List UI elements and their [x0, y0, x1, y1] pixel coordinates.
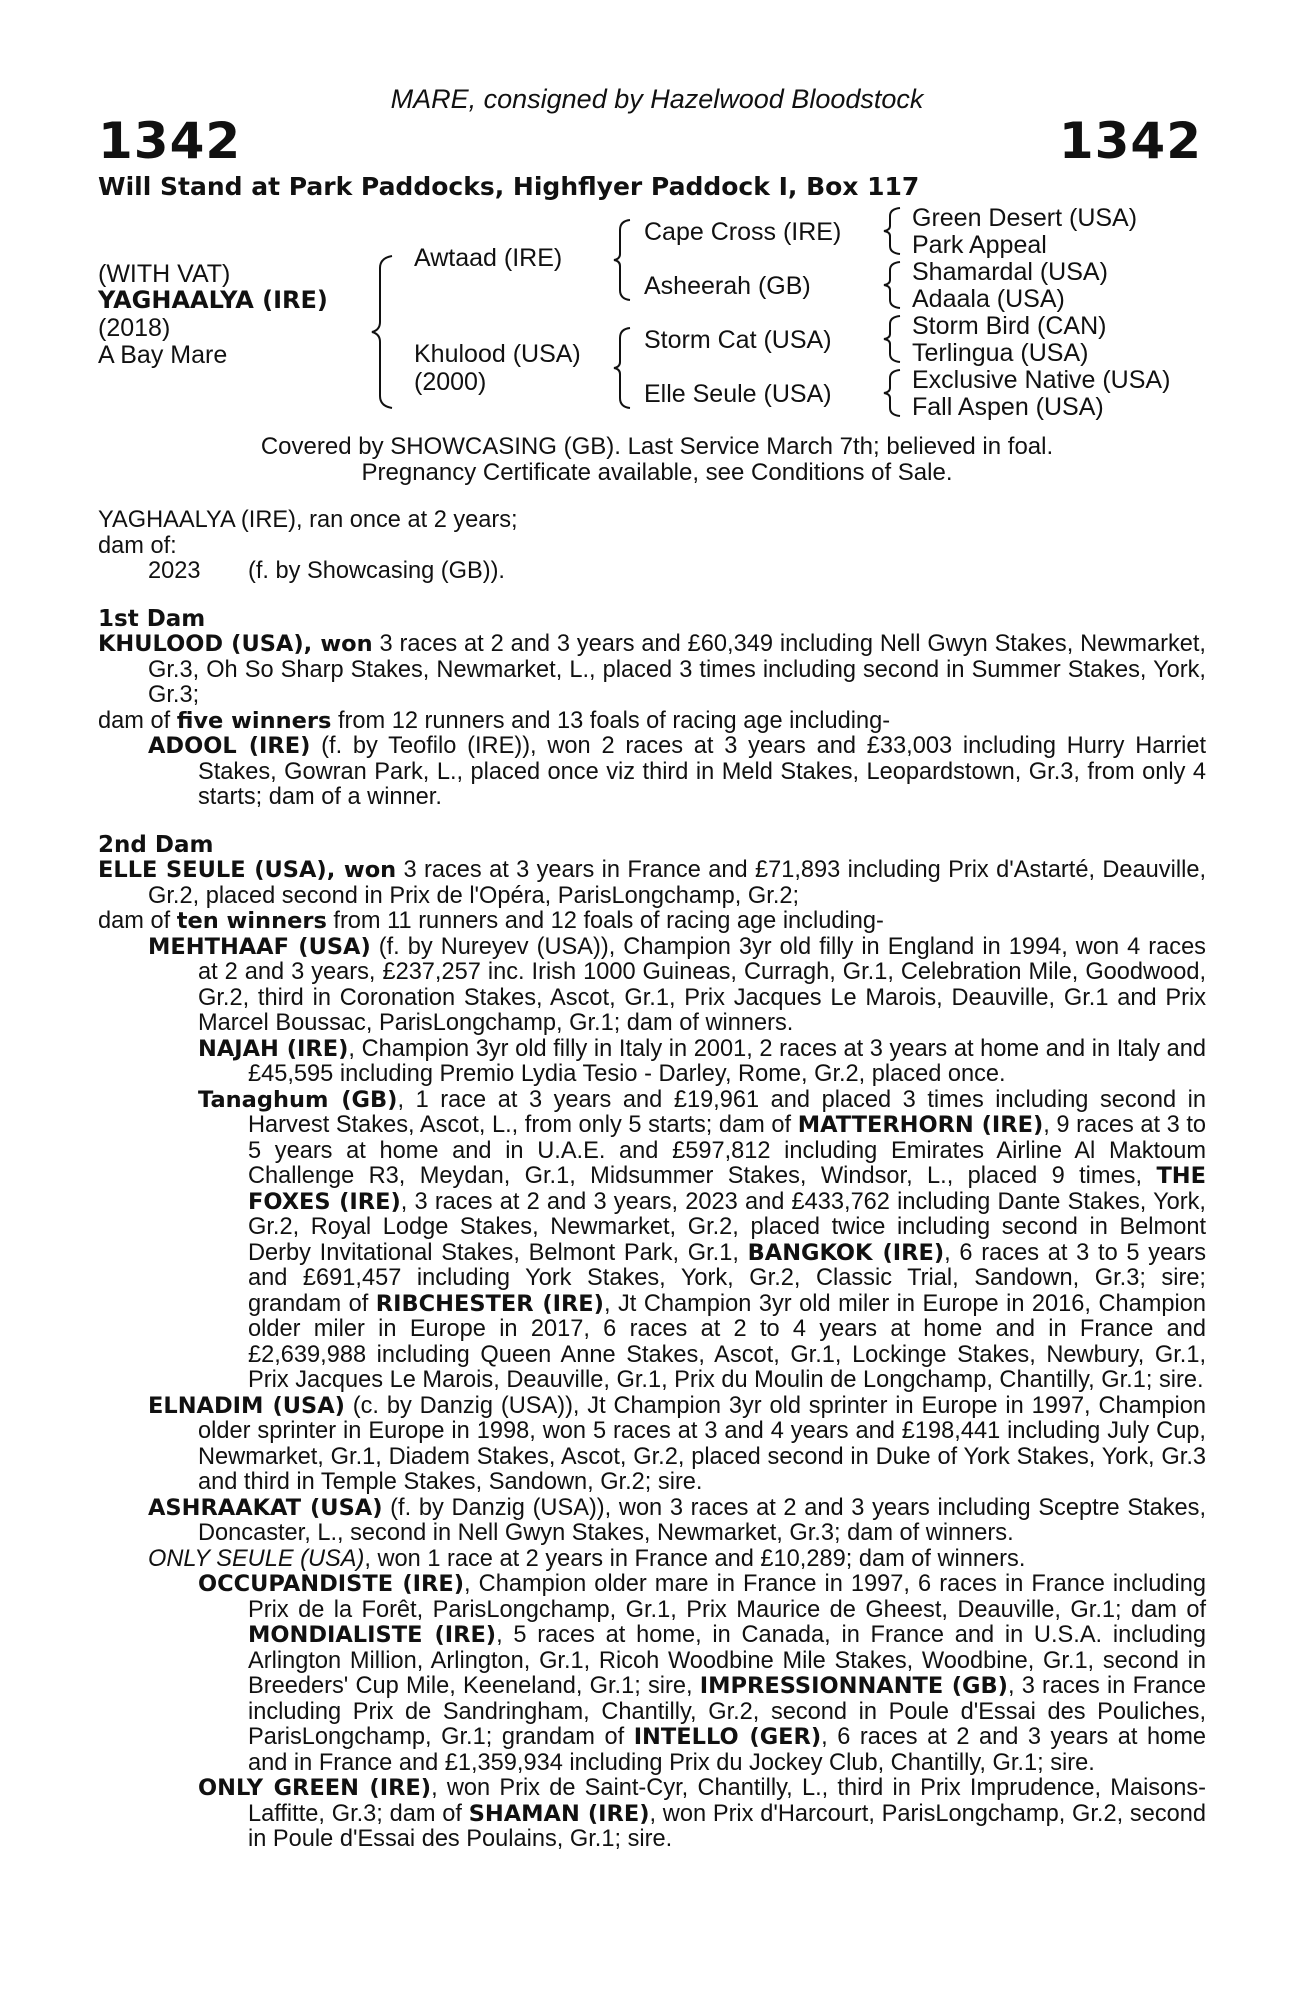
gen2-sire-dam: Asheerah (GB): [644, 272, 811, 300]
consignment-line: MARE, consigned by Hazelwood Bloodstock: [390, 84, 924, 114]
mehthaaf-entry: [98, 935, 1206, 1037]
gen3-1: Green Desert (USA): [912, 204, 1138, 232]
the-foxes-name: THE FOXES (IRE): [248, 1163, 1206, 1215]
certificate-line: Pregnancy Certificate available, see Conditions of Sale.: [361, 459, 953, 486]
mondialiste-name: MONDIALISTE (IRE): [248, 1622, 497, 1648]
gen2-dam-sire: Storm Cat (USA): [644, 326, 832, 354]
ribchester-name: RIBCHESTER (IRE): [375, 1290, 604, 1317]
winners-count: five winners: [176, 707, 332, 734]
pedigree-brace-g1: [882, 206, 904, 256]
ashraakat-entry: [98, 1496, 1206, 1547]
winners-count: ten winners: [176, 908, 327, 934]
covering-line: Covered by SHOWCASING (GB). Last Service March 7th; believed in foal.: [260, 433, 1054, 460]
matterhorn-name: MATTERHORN (IRE): [797, 1112, 1044, 1138]
horse-name: YAGHAALYA (IRE): [98, 286, 328, 314]
tanaghum-text: , 3 races at 2 and 3 years, 2023 and £433,762 including Dante Stakes, York, Gr.2, Royal Lodge Stakes, Newmarket, Gr.2, placed twice including second in Belmont Derby Invitational Stakes, Belmont Park, Gr.1,: [248, 1188, 1206, 1266]
lot-number-right: 1342: [1058, 112, 1202, 170]
only-green-entry: [98, 1776, 1206, 1853]
occupandiste-text: , 3 races in France including Prix de Sandringham, Chantilly, Gr.2, second in Poule d'Essai des Pouliches, ParisLongchamp, Gr.1; grandam of: [248, 1673, 1206, 1750]
first-dam-heading: 1st Dam: [98, 605, 206, 632]
bangkok-name: BANGKOK (IRE): [747, 1239, 945, 1266]
pedigree-brace-g2: [882, 260, 904, 310]
only-green-name: ONLY GREEN (IRE): [198, 1775, 432, 1801]
khulood-text: 3 races at 2 and 3 years and £60,349 including Nell Gwyn Stakes, Newmarket, Gr.3, Oh So Sharp Stakes, Newmarket, L., placed 3 times including second in Summer Stakes, York, Gr.3;: [148, 631, 1206, 708]
tanaghum-text: , 9 races at 3 to 5 years at home and in U.A.E. and £597,812 including Emirates Airline Al Maktoum Challenge R3, Meydan, Gr.1, Midsummer Stakes, Windsor, L., placed 9 times,: [248, 1112, 1207, 1189]
khulood-name: KHULOOD (USA), won: [98, 631, 373, 657]
ashraakat-name: ASHRAAKAT (USA): [148, 1494, 383, 1521]
covering-note: [0, 434, 1314, 486]
mehthaaf-name: MEHTHAAF (USA): [148, 933, 371, 960]
gen3-2: Park Appeal: [912, 231, 1047, 259]
adool-entry: [98, 734, 1206, 811]
najah-entry: [98, 1037, 1206, 1088]
dam-of-prefix: dam of: [98, 908, 177, 934]
tanaghum-text: , Jt Champion 3yr old miler in Europe in 2016, Champion older miler in Europe in 2017, 6 races at 2 to 4 years at home and in France and £2,639,988 including Queen Anne Stakes, Ascot, Gr.1, Lockinge Stakes, Newbury, Gr.1, Prix Jacques Le Marois, Deauville, Gr.1, Prix du Moulin de Longchamp, Chantilly, Gr.1; sire.: [248, 1290, 1206, 1393]
gen3-7: Exclusive Native (USA): [912, 366, 1171, 394]
najah-name: NAJAH (IRE): [198, 1035, 349, 1062]
ashraakat-text: (f. by Danzig (USA)), won 3 races at 2 and 3 years including Sceptre Stakes, Doncaster, L., second in Nell Gwyn Stakes, Newmarket, Gr.3; dam of winners.: [198, 1494, 1207, 1546]
lot-number-left: 1342: [98, 112, 242, 170]
dam-of-suffix: from 12 runners and 13 foals of racing age including-: [331, 707, 891, 734]
progeny-desc: (f. by Showcasing (GB)).: [248, 558, 505, 584]
progeny-row: [98, 559, 1206, 585]
dam-of-prefix: dam of: [98, 707, 177, 734]
tanaghum-name: Tanaghum (GB): [198, 1086, 398, 1113]
first-dam-record: [98, 632, 1206, 709]
only-seule-text: , won 1 race at 2 years in France and £10,289; dam of winners.: [364, 1545, 1026, 1572]
tanaghum-text: , 6 races at 3 to 5 years and £691,457 including York Stakes, York, Gr.2, Classic Trial, Sandown, Gr.3; sire; grandam of: [248, 1239, 1206, 1317]
impressionnante-name: IMPRESSIONNANTE (GB): [699, 1673, 1008, 1699]
first-dam-produce: [98, 709, 1206, 735]
elle-seule-text: 3 races at 3 years in France and £71,893 including Prix d'Astarté, Deauville, Gr.2, placed second in Prix de l'Opéra, ParisLongchamp, Gr.2;: [148, 857, 1206, 909]
tanaghum-entry: [98, 1088, 1206, 1394]
only-green-text: , won Prix de Saint-Cyr, Chantilly, L., third in Prix Imprudence, Maisons-Laffitte, Gr.3; dam of: [248, 1775, 1207, 1827]
gen3-4: Adaala (USA): [912, 285, 1065, 313]
gen3-8: Fall Aspen (USA): [912, 393, 1104, 421]
pedigree-notes: [98, 508, 1206, 1853]
elnadim-name: ELNADIM (USA): [148, 1392, 345, 1419]
dam-of-suffix: from 11 runners and 12 foals of racing age including-: [326, 908, 884, 934]
najah-text: , Champion 3yr old filly in Italy in 2001, 2 races at 3 years at home and in Italy and £45,595 including Premio Lydia Tesio - Darley, Rome, Gr.2, placed once.: [248, 1035, 1206, 1087]
shaman-name: SHAMAN (IRE): [468, 1800, 650, 1827]
elle-seule-name: ELLE SEULE (USA), won: [98, 857, 397, 883]
horse-year: (2018): [98, 314, 171, 342]
pedigree-brace-sire: [612, 218, 634, 302]
mehthaaf-text: (f. by Nureyev (USA)), Champion 3yr old filly in England in 1994, won 4 races at 2 and 3 years, £237,257 inc. Irish 1000 Guineas, Curragh, Gr.1, Celebration Mile, Goodwood, Gr.2, third in Coronation Stakes, Ascot, Gr.1, Prix Jacques Le Marois, Deauville, Gr.1 and Prix Marcel Boussac, ParisLongchamp, Gr.1; dam of winners.: [198, 933, 1206, 1036]
occupandiste-text: , 5 races at home, in Canada, in France and in U.S.A. including Arlington Million, Arlington, Gr.1, Ricoh Woodbine Mile Stakes, Woodbine, Gr.1, second in Breeders' Cup Mile, Keeneland, Gr.1; sire,: [248, 1622, 1206, 1699]
race-record: YAGHAALYA (IRE), ran once at 2 years;: [98, 507, 518, 533]
second-dam-record: [98, 858, 1206, 909]
vat-label: (WITH VAT): [98, 260, 231, 288]
gen3-5: Storm Bird (CAN): [912, 312, 1107, 340]
elnadim-text: (c. by Danzig (USA)), Jt Champion 3yr old sprinter in Europe in 1997, Champion older sprinter in Europe in 1998, won 5 races at 3 and 4 years and £198,441 including July Cup, Newmarket, Gr.1, Diadem Stakes, Ascot, Gr.2, placed second in Duke of York Stakes, York, Gr.3 and third in Temple Stakes, Sandown, Gr.2; sire.: [198, 1392, 1206, 1495]
occupandiste-text: , 6 races at 2 and 3 years at home and in France and £1,359,934 including Prix du Jockey Club, Chantilly, Gr.1; sire.: [248, 1724, 1206, 1776]
occupandiste-name: OCCUPANDISTE (IRE): [198, 1571, 465, 1597]
second-dam-heading: 2nd Dam: [98, 831, 214, 858]
sire-name: Awtaad (IRE): [414, 244, 563, 272]
gen3-6: Terlingua (USA): [912, 339, 1089, 367]
dam-name: Khulood (USA): [414, 340, 581, 368]
occupandiste-text: , Champion older mare in France in 1997, 6 races in France including Prix de la Forêt, ParisLongchamp, Gr.1, Prix Maurice de Gheest, Deauville, Gr.1; dam of: [248, 1571, 1207, 1623]
dam-of-label: dam of:: [98, 532, 177, 559]
dam-year: (2000): [414, 368, 487, 396]
only-green-text: , won Prix d'Harcourt, ParisLongchamp, Gr.2, second in Poule d'Essai des Poulains, Gr.1; sire.: [248, 1800, 1206, 1852]
adool-name: ADOOL (IRE): [148, 733, 311, 759]
gen3-3: Shamardal (USA): [912, 258, 1108, 286]
pedigree-brace-main: [370, 254, 396, 410]
adool-text: (f. by Teofilo (IRE)), won 2 races at 3 years and £33,003 including Hurry Harriet Stakes, Gowran Park, L., placed once viz third in Meld Stakes, Leopardstown, Gr.3, from only 4 starts; dam of a winner.: [198, 733, 1206, 810]
progeny-year: 2023: [148, 558, 201, 584]
second-dam-produce: [98, 909, 1206, 935]
intello-name: INTELLO (GER): [633, 1724, 822, 1750]
gen2-dam-dam: Elle Seule (USA): [644, 380, 832, 408]
tanaghum-text: , 1 race at 3 years and £19,961 and placed 3 times including second in Harvest Stakes, Ascot, L., from only 5 starts; dam of: [248, 1086, 1207, 1138]
stand-location: Will Stand at Park Paddocks, Highflyer Paddock I, Box 117: [98, 172, 920, 201]
only-seule-name: ONLY SEULE (USA): [148, 1545, 365, 1572]
pedigree-brace-g4: [882, 368, 904, 418]
only-seule-entry: [98, 1547, 1206, 1573]
elnadim-entry: [98, 1394, 1206, 1496]
pedigree-brace-g3: [882, 314, 904, 364]
pedigree-brace-dam: [612, 326, 634, 410]
horse-description: A Bay Mare: [98, 341, 228, 369]
occupandiste-entry: [98, 1572, 1206, 1776]
gen2-sire-sire: Cape Cross (IRE): [644, 218, 842, 246]
